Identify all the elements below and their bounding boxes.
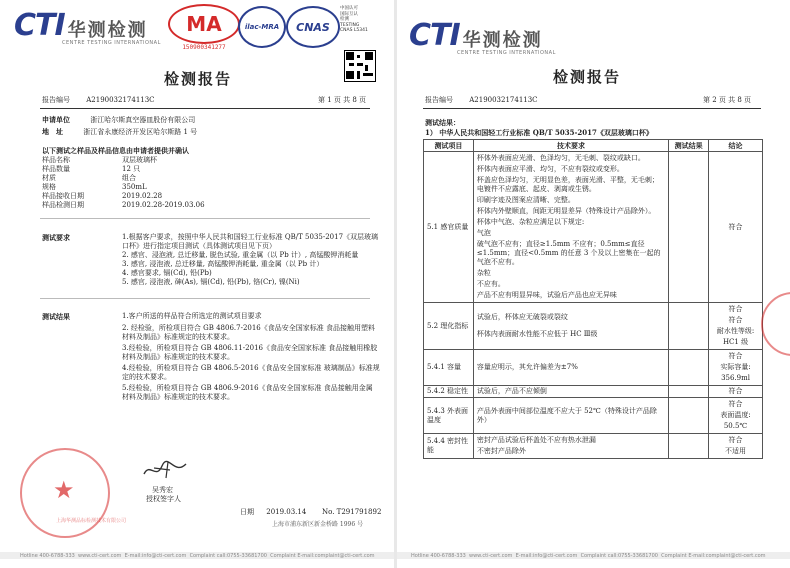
- conclusion: 符合 表面温度: 50.5℃: [709, 398, 763, 434]
- footer: Hotline 400-6788-333 www.cti-cert.com E-mail:info@cti-cert.com Complaint call:0755-33681700 Complaint E-mail:complaint@cti-cert.com: [20, 553, 375, 559]
- table-row: [424, 386, 763, 398]
- approver-name: 吴秀宏: [152, 486, 173, 494]
- section-rule: [40, 298, 370, 299]
- page-indicator: 第 1 页 共 8 页: [318, 96, 367, 104]
- conclusion: 符合 实际容量: 356.9ml: [709, 350, 763, 386]
- cti-logo-mark: CTI: [14, 8, 65, 43]
- section-rule: [40, 218, 370, 219]
- cma-number: 150900341277: [182, 44, 226, 51]
- results-text: 1.客户所送的样品符合所选定的测试项目要求 2. 经检验，所检项目符合 GB 4806.7-2016《食品安全国家标准 食品接触用塑料 材料及制品》标准规定的技术要求。 3.经检验，所检项目符合 GB 4806.11-2016《食品安全国家标准 食品接触用橡胶 材料及制品》标准规定的技术要求。 4.经检验，所检项目符合 GB 4806.5-2016《食品安全国家标准 玻璃制品》标准规 定的技术要求。 5.经检验，所检项目符合 GB 4806.9-2016《食品安全国家标准 食品接触用金属 材料及制品》标准规定的技术要求。: [122, 312, 380, 401]
- table-header-row: [424, 140, 763, 152]
- brand-cn-name: 华测检测: [462, 30, 543, 51]
- header-rule: [40, 108, 370, 109]
- conclusion: 符合 不适用: [709, 434, 763, 459]
- test-requirements: 产品外表面中间部位温度不应大于 52℃（特殊设计产品除外）: [473, 398, 668, 434]
- test-item: 5.4.3 外表面温度: [424, 398, 474, 434]
- address-row: 地 址 浙江省永康经济开发区哈尔斯路 1 号: [42, 127, 198, 136]
- page-title: 检测报告: [164, 70, 233, 88]
- signature-icon: [140, 458, 190, 482]
- test-result: [669, 398, 709, 434]
- column-header: 测试结果: [669, 140, 709, 152]
- table-row: [424, 303, 763, 350]
- report-page-2: [397, 0, 790, 568]
- report-no: 报告编号 A2190032174113C: [425, 96, 538, 104]
- cnas-icon: CNAS: [286, 6, 340, 48]
- page-title: 检测报告: [553, 68, 622, 86]
- cti-logo: [14, 8, 161, 46]
- test-requirements: 试验后，产品不应倾倒: [473, 386, 668, 398]
- ilac-mark: [238, 6, 286, 48]
- section-title: 1） 中华人民共和国轻工行业标准 QB/T 5035-2017《双层玻璃口杯》: [425, 128, 653, 137]
- approver-title: 授权签字人: [146, 495, 181, 503]
- table-row: [424, 398, 763, 434]
- conclusion: 符合 符合 耐水性等级: HC1 级: [709, 303, 763, 350]
- table-row: [424, 350, 763, 386]
- company-address: 上海市浦东新区新金桥路 1996 号: [272, 521, 364, 528]
- table-row: [424, 434, 763, 459]
- sample-field: 样品数量 12 只: [42, 165, 141, 173]
- test-result: [669, 386, 709, 398]
- column-header: 测试项目: [424, 140, 474, 152]
- issue-date: 日期 2019.03.14: [240, 508, 307, 516]
- test-item: 5.4.1 容量: [424, 350, 474, 386]
- cnas-text: 中国认可 国际互认 检测 TESTING CNAS L5341: [340, 6, 368, 33]
- page-indicator: 第 2 页 共 8 页: [703, 96, 752, 104]
- test-requirements: 试验后，杯体应无破裂或裂纹 杯体内表面耐水性能不应低于 HC Ⅲ级: [473, 303, 668, 350]
- conclusion: 符合: [709, 152, 763, 303]
- applicant-row: 申请单位 浙江哈尔斯真空器皿股份有限公司: [42, 115, 196, 124]
- sample-field: 规格 350mL: [42, 183, 147, 191]
- test-item: 5.1 感官质量: [424, 152, 474, 303]
- column-header: 结论: [709, 140, 763, 152]
- header-rule: [423, 108, 761, 109]
- test-item: 5.2 理化指标: [424, 303, 474, 350]
- test-item: 5.4.4 密封性能: [424, 434, 474, 459]
- test-result: [669, 434, 709, 459]
- test-item: 5.4.2 稳定性: [424, 386, 474, 398]
- test-requirements: 密封产品试验后杯盖处不应有热水泄漏 不密封产品除外: [473, 434, 668, 459]
- results-label: 测试结果: [42, 312, 70, 321]
- test-result: [669, 152, 709, 303]
- test-requirements: 杯体外表面应光滑、色泽均匀，无毛刺、裂纹或缺口。 杯体内表面应平滑、均匀，不应有裂纹或变形。 杯盖应色泽均匀，无明显色差，表面光滑、平整，无毛刺；电镀件不应露底、起皮、剥离或生锈。 印刷字迹及图案应清晰、完整。 杯体内外壁顺直，间距无明显差异（特殊设计产品除外）。 杯体中气泡、杂粒应满足以下规定: 气泡 破气泡不应有；直径≥1.5mm 不应有；0.5mm≤直径≤1.5mm；直径<0.5mm 的任意 3 个及以上密集在一起的气泡不应有。 杂粒 不应有。 产品不应有明显异味，试验后产品也应无异味: [473, 152, 668, 303]
- column-header: 技术要求: [473, 140, 668, 152]
- ilac-mra-icon: ilac-MRA: [238, 6, 286, 48]
- sample-notice: 以下测试之样品及样品信息由申请者提供并确认: [42, 146, 189, 155]
- results-table: [423, 139, 763, 459]
- cti-logo: [409, 18, 556, 56]
- qr-code-icon: [344, 50, 376, 82]
- cert-number: No. T291791892: [322, 508, 382, 516]
- cnas-mark: [286, 6, 340, 48]
- test-result: [669, 350, 709, 386]
- brand-cn-name: 华测检测: [67, 20, 148, 41]
- stamp-text: 上海华测品标检测技术有限公司: [56, 518, 127, 524]
- requirements-label: 测试要求: [42, 233, 70, 242]
- sample-info: [42, 156, 342, 210]
- test-requirements: 容量应明示，其允许偏差为±7%: [473, 350, 668, 386]
- table-row: [424, 152, 763, 303]
- brand-en-name: CENTRE TESTING INTERNATIONAL: [457, 50, 556, 56]
- seal-stamp-icon: ★: [20, 448, 110, 538]
- test-result: [669, 303, 709, 350]
- sample-field: 样品名称 双层玻璃杯: [42, 156, 157, 164]
- brand-en-name: CENTRE TESTING INTERNATIONAL: [62, 40, 161, 46]
- sample-field: 样品检测日期 2019.02.28-2019.03.06: [42, 201, 205, 209]
- footer: Hotline 400-6788-333 www.cti-cert.com E-mail:info@cti-cert.com Complaint call:0755-33681700 Complaint E-mail:complaint@cti-cert.com: [411, 553, 766, 559]
- requirements-text: 1.根据客户要求，按照中华人民共和国轻工行业标准 QB/T 5035-2017《双层玻璃 口杯》进行指定项目测试（具体测试项目见下页） 2. 感官、浸泡液, 总迁移量, 脱色试验, 重金属（以 Pb 计）, 高锰酸钾消耗量 3. 感官, 浸泡液, 总迁移量, 高锰酸钾消耗量, 重金属（以 Pb 计） 4. 感官要求, 镉(Cd), 铅(Pb) 5. 感官, 浸泡液, 砷(As), 镉(Cd), 铅(Pb), 铬(Cr), 镍(Ni): [122, 233, 379, 286]
- cma-seal-icon: MA: [168, 4, 240, 44]
- cti-logo-mark: CTI: [409, 18, 460, 53]
- conclusion: 符合: [709, 386, 763, 398]
- cma-mark: [168, 4, 240, 51]
- report-no: 报告编号 A2190032174113C: [42, 96, 155, 104]
- seal-stamp-icon: [761, 292, 790, 356]
- sample-field: 材质 组合: [42, 174, 136, 182]
- results-heading: 测试结果：: [425, 118, 460, 127]
- sample-field: 样品接收日期 2019.02.28: [42, 192, 163, 200]
